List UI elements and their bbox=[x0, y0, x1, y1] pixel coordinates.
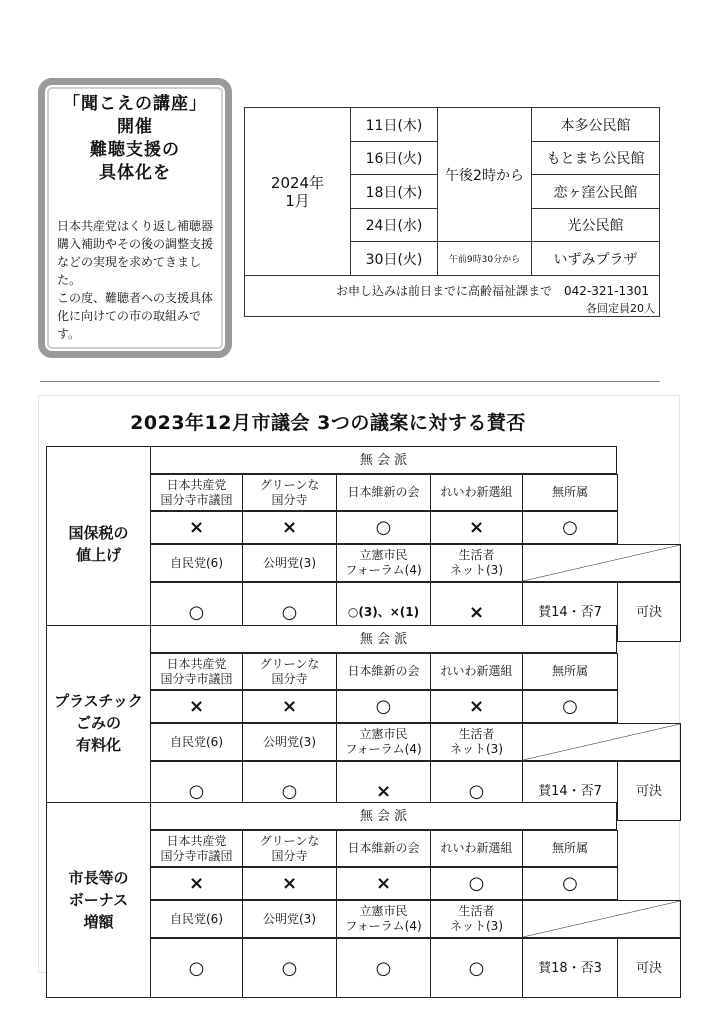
party-name: 無所属 bbox=[522, 474, 618, 511]
schedule-venue: 本多公民館 bbox=[531, 108, 659, 142]
vote-mark: ○(3)、×(1) bbox=[336, 582, 431, 642]
party-name: れいわ新選組 bbox=[430, 653, 523, 690]
party-name: 立憲市民 フォーラム(4) bbox=[336, 723, 431, 761]
notice-body bbox=[57, 217, 215, 343]
empty-diagonal-cell bbox=[522, 544, 681, 582]
vote-mark: ○ bbox=[242, 582, 337, 642]
vote-mark: × bbox=[336, 867, 431, 900]
party-name: 立憲市民 フォーラム(4) bbox=[336, 900, 431, 938]
schedule-time: 午後2時から bbox=[437, 108, 531, 242]
party-name: 生活者 ネット(3) bbox=[430, 723, 523, 761]
vote-mark: ○ bbox=[522, 690, 618, 723]
schedule-venue: 光公民館 bbox=[531, 209, 659, 242]
vote-mark: ○ bbox=[242, 761, 337, 821]
issue-name: プラスチック ごみの 有料化 bbox=[46, 625, 151, 821]
vote-mark: × bbox=[430, 582, 523, 642]
vote-tally: 賛14・否7 bbox=[522, 761, 618, 821]
vote-mark: ○ bbox=[430, 938, 523, 998]
notice-headline-line: 「聞こえの講座」 bbox=[63, 94, 207, 114]
vote-mark: × bbox=[336, 761, 431, 821]
schedule-venue: 恋ヶ窪公民館 bbox=[531, 175, 659, 209]
vote-mark: × bbox=[242, 690, 337, 723]
party-name: 公明党(3) bbox=[242, 723, 337, 761]
independent-header: 無 会 派 bbox=[150, 625, 617, 653]
vote-mark: × bbox=[150, 867, 243, 900]
schedule-date: 24日(水) bbox=[350, 209, 437, 242]
notice-paragraph: 日本共産党はくり返し補聴器購入補助やその後の調整支援などの実現を求めてきました。 bbox=[57, 219, 214, 287]
vote-mark: ○ bbox=[522, 867, 618, 900]
vote-mark: ○ bbox=[522, 511, 618, 544]
schedule-capacity: 各回定員20人 bbox=[586, 302, 655, 315]
notice-paragraph: この度、難聴者への支援具体化に向けての市の取組みです。 bbox=[57, 291, 214, 341]
party-name: れいわ新選組 bbox=[430, 830, 523, 867]
party-name: 無所属 bbox=[522, 653, 618, 690]
vote-mark: ○ bbox=[336, 511, 431, 544]
vote-mark: ○ bbox=[242, 938, 337, 998]
party-name: 生活者 ネット(3) bbox=[430, 900, 523, 938]
section-divider bbox=[40, 381, 660, 382]
lecture-notice-box bbox=[38, 78, 232, 358]
party-name: 立憲市民 フォーラム(4) bbox=[336, 544, 431, 582]
schedule-date: 30日(火) bbox=[350, 242, 437, 276]
empty-diagonal-cell bbox=[522, 900, 681, 938]
party-name: 生活者 ネット(3) bbox=[430, 544, 523, 582]
vote-mark: ○ bbox=[150, 938, 243, 998]
vote-result: 可決 bbox=[617, 582, 681, 642]
issue-name: 国保税の 値上げ bbox=[46, 446, 151, 642]
notice-headline-line: 具体化を bbox=[99, 163, 171, 183]
vote-mark: × bbox=[242, 511, 337, 544]
notice-headline bbox=[45, 93, 225, 185]
empty-diagonal-cell bbox=[522, 723, 681, 761]
schedule-venue: いずみプラザ bbox=[531, 242, 659, 276]
vote-tally: 賛18・否3 bbox=[522, 938, 618, 998]
party-name: 日本共産党 国分寺市議団 bbox=[150, 653, 243, 690]
schedule-period: 2024年 1月 bbox=[245, 108, 350, 276]
notice-headline-line: 開催 bbox=[117, 117, 153, 137]
party-name: 日本維新の会 bbox=[336, 474, 431, 511]
vote-mark: × bbox=[150, 511, 243, 544]
schedule-date: 11日(木) bbox=[350, 108, 437, 142]
vote-mark: ○ bbox=[150, 761, 243, 821]
party-name: 日本共産党 国分寺市議団 bbox=[150, 474, 243, 511]
schedule-contact-note: お申し込みは前日までに高齢福祉課まで 042-321-1301 bbox=[335, 284, 649, 298]
vote-mark: ○ bbox=[150, 582, 243, 642]
party-name: 自民党(6) bbox=[150, 900, 243, 938]
party-name: 日本維新の会 bbox=[336, 830, 431, 867]
vote-result: 可決 bbox=[617, 938, 681, 998]
party-name: 日本維新の会 bbox=[336, 653, 431, 690]
party-name: 公明党(3) bbox=[242, 544, 337, 582]
party-name: れいわ新選組 bbox=[430, 474, 523, 511]
party-name: グリーンな 国分寺 bbox=[242, 653, 337, 690]
schedule-venue: もとまち公民館 bbox=[531, 142, 659, 175]
party-name: 自民党(6) bbox=[150, 544, 243, 582]
schedule-date: 18日(木) bbox=[350, 175, 437, 209]
party-name: 無所属 bbox=[522, 830, 618, 867]
vote-mark: × bbox=[242, 867, 337, 900]
vote-mark: × bbox=[430, 511, 523, 544]
independent-header: 無 会 派 bbox=[150, 446, 617, 474]
issue-name: 市長等の ボーナス 増額 bbox=[46, 802, 151, 998]
vote-section-title: 2023年12月市議会 3つの議案に対する賛否 bbox=[130, 411, 526, 434]
vote-mark: ○ bbox=[430, 867, 523, 900]
schedule-date: 16日(火) bbox=[350, 142, 437, 175]
vote-tally: 賛14・否7 bbox=[522, 582, 618, 642]
party-name: グリーンな 国分寺 bbox=[242, 830, 337, 867]
party-name: 日本共産党 国分寺市議団 bbox=[150, 830, 243, 867]
vote-result: 可決 bbox=[617, 761, 681, 821]
schedule-time-last: 午前9時30分から bbox=[437, 242, 531, 276]
party-name: 自民党(6) bbox=[150, 723, 243, 761]
vote-mark: × bbox=[430, 690, 523, 723]
party-name: グリーンな 国分寺 bbox=[242, 474, 337, 511]
party-name: 公明党(3) bbox=[242, 900, 337, 938]
vote-mark: × bbox=[150, 690, 243, 723]
vote-mark: ○ bbox=[336, 938, 431, 998]
notice-headline-line: 難聴支援の bbox=[90, 140, 180, 160]
vote-mark: ○ bbox=[336, 690, 431, 723]
lecture-schedule-table bbox=[244, 107, 660, 317]
vote-mark: ○ bbox=[430, 761, 523, 821]
independent-header: 無 会 派 bbox=[150, 802, 617, 830]
